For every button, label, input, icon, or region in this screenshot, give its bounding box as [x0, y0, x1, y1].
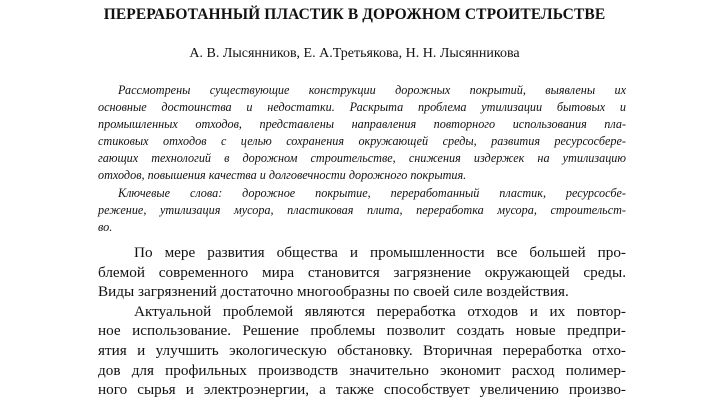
- body-line: ного сырья и электроэнергии, а также способствует увеличению произво-: [98, 381, 626, 399]
- keywords-line: режение, утилизация мусора, пластиковая плита, переработка мусора, строительст-: [98, 202, 626, 217]
- keywords-line: Ключевые слова: дорожное покрытие, переработанный пластик, ресурсосбе-: [118, 185, 626, 200]
- body-line: Актуальной проблемой являются переработка отходов и их повтор-: [134, 302, 626, 320]
- body-line: ное использование. Решение проблемы позволит создать новые предпри-: [98, 322, 626, 340]
- body-line: По мере развития общества и промышленности все большей про-: [134, 244, 626, 261]
- paper-title: ПЕРЕРАБОТАННЫЙ ПЛАСТИК В ДОРОЖНОМ СТРОИТЕЛЬСТВЕ: [103, 6, 606, 23]
- body-line: блемой современного мира становится загрязнение окружающей среды.: [98, 263, 626, 281]
- body-line: дов для профильных производств значительно экономит расход полимер-: [98, 361, 626, 379]
- abstract-line: стиковых отходов с целью сохранения окружающей среды, развития ресурсосбере-: [98, 134, 626, 149]
- abstract-line: промышленных отходов, представлены направления повторного использования пла-: [98, 117, 626, 132]
- abstract-line: отходов, повышения качества и долговечности дорожного покрытия.: [98, 168, 467, 183]
- abstract-line: гающих технологий в дорожном строительстве, снижения издержек на утилизацию: [98, 151, 626, 166]
- body-line: Виды загрязнений достаточно многообразны по своей силе воздействия.: [98, 283, 569, 301]
- abstract-line: основные достоинства и недостатки. Раскрыта проблема утилизации бытовых и: [98, 100, 626, 115]
- abstract: [98, 82, 626, 236]
- body-text: [98, 243, 626, 400]
- keywords-line: во.: [98, 219, 113, 234]
- body-line: ятия и улучшить экологическую обстановку. Вторичная переработка отхо-: [98, 341, 626, 359]
- abstract-line: Рассмотрены существующие конструкции дорожных покрытий, выявлены их: [118, 83, 626, 97]
- author-list: А. В. Лысянников, Е. А.Третьякова, Н. Н. Лысянникова: [189, 46, 520, 61]
